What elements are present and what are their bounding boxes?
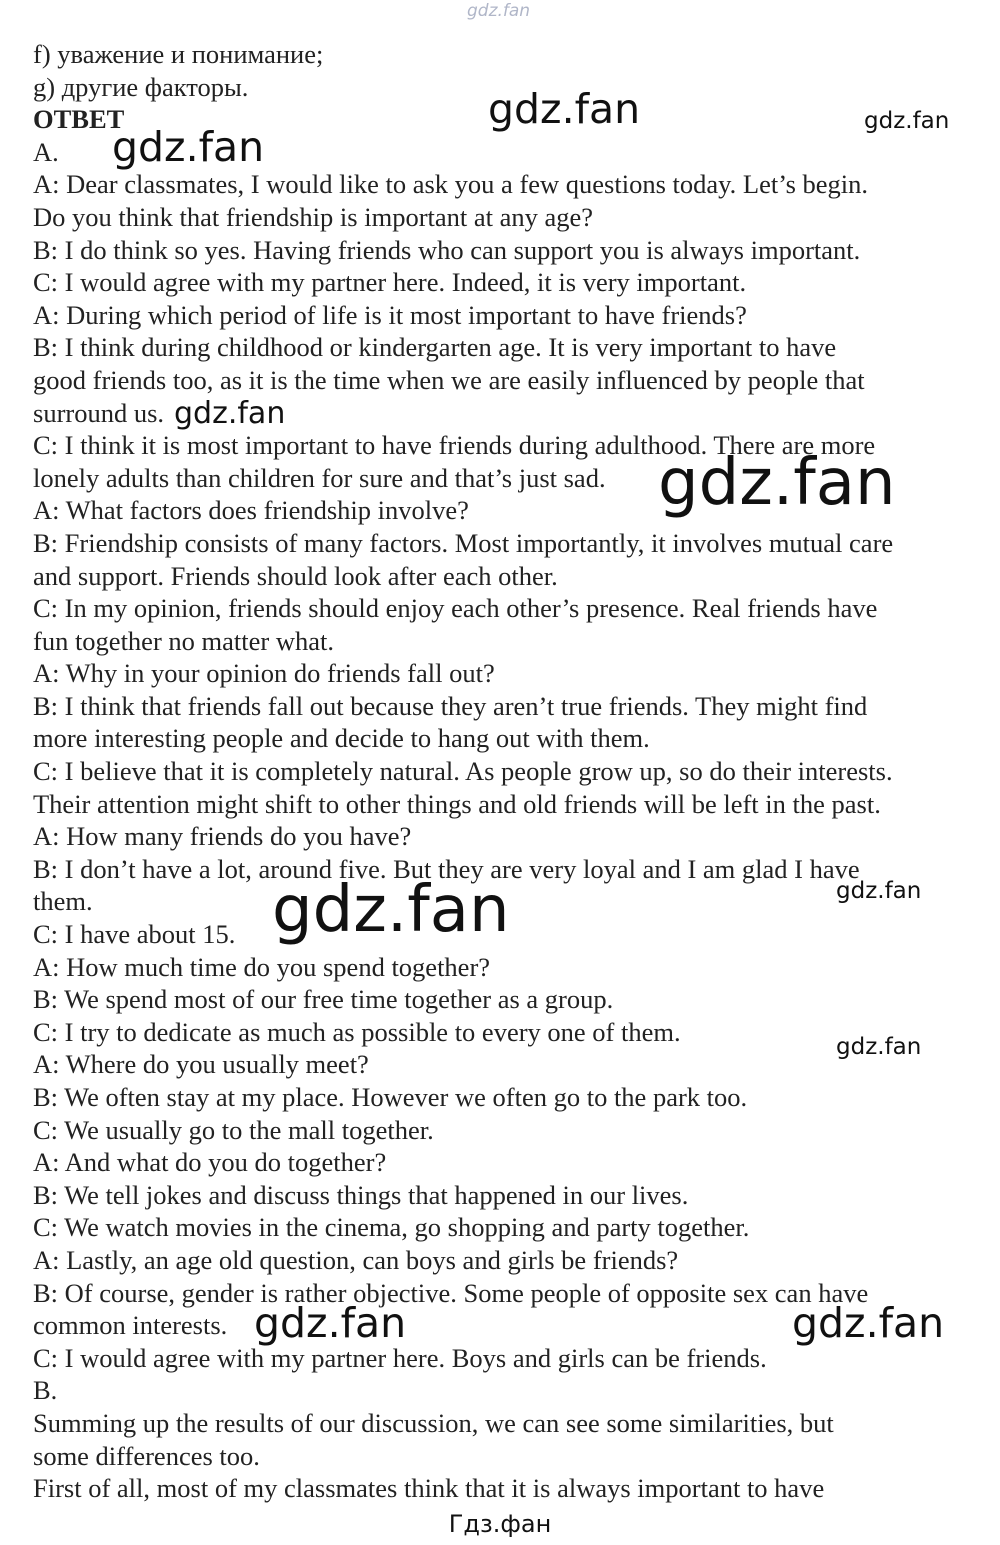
text-line: some differences too.	[33, 1440, 260, 1471]
text-line: A: What factors does friendship involve?	[33, 495, 469, 526]
document-body	[33, 38, 988, 1505]
section-label: B.	[33, 1375, 58, 1406]
text-line: A: During which period of life is it most important to have friends?	[33, 299, 747, 330]
answer-heading: ОТВЕТ	[33, 104, 125, 135]
text-line: B: We spend most of our free time together as a group.	[33, 984, 614, 1015]
text-line: C: We usually go to the mall together.	[33, 1114, 434, 1145]
watermark: gdz.fan	[174, 396, 286, 431]
text-line: C: I have about 15.	[33, 919, 236, 950]
watermark: gdz.fan	[836, 878, 922, 904]
text-line: Their attention might shift to other things and old friends will be left in the past.	[33, 788, 881, 819]
text-line: A: How many friends do you have?	[33, 821, 412, 852]
text-line: Summing up the results of our discussion, we can see some similarities, but	[33, 1407, 834, 1438]
header-watermark: gdz.fan	[467, 1, 531, 21]
watermark: gdz.fan	[792, 1299, 945, 1347]
text-line: them.	[33, 886, 93, 917]
text-line: C: I think it is most important to have friends during adulthood. There are more	[33, 430, 876, 461]
text-line: A: How much time do you spend together?	[33, 951, 491, 982]
watermark: gdz.fan	[272, 873, 510, 947]
text-line: B: I don’t have a lot, around five. But they are very loyal and I am glad I have	[33, 853, 860, 884]
text-line: A: And what do you do together?	[33, 1147, 387, 1178]
text-line: fun together no matter what.	[33, 625, 334, 656]
text-line: A: Where do you usually meet?	[33, 1049, 369, 1080]
text-line: lonely adults than children for sure and that’s just sad.	[33, 462, 606, 493]
watermark: gdz.fan	[658, 446, 896, 520]
watermark: gdz.fan	[864, 108, 950, 134]
text-line: common interests.	[33, 1310, 228, 1341]
text-line: C: I believe that it is completely natural. As people grow up, so do their interests.	[33, 756, 893, 787]
footer-watermark: Гдз.фан	[448, 1510, 552, 1538]
text-line: C: In my opinion, friends should enjoy each other’s presence. Real friends have	[33, 593, 878, 624]
watermark: gdz.fan	[836, 1034, 922, 1060]
text-line: more interesting people and decide to hang out with them.	[33, 723, 650, 754]
section-label: A.	[33, 136, 59, 167]
text-line: A: Dear classmates, I would like to ask you a few questions today. Let’s begin.	[33, 169, 869, 200]
text-line: B: Of course, gender is rather objective. Some people of opposite sex can have	[33, 1277, 869, 1308]
text-line: and support. Friends should look after each other.	[33, 560, 558, 591]
text-line: B: Friendship consists of many factors. Most importantly, it involves mutual care	[33, 527, 894, 558]
text-line: C: We watch movies in the cinema, go shopping and party together.	[33, 1212, 750, 1243]
text-line: B: I do think so yes. Having friends who can support you is always important.	[33, 234, 861, 265]
text-line: Do you think that friendship is important at any age?	[33, 201, 594, 232]
watermark: gdz.fan	[488, 85, 641, 133]
watermark: gdz.fan	[254, 1299, 407, 1347]
text-line: B: I think during childhood or kindergarten age. It is very important to have	[33, 332, 837, 363]
text-line: First of all, most of my classmates think that it is always important to have	[33, 1473, 825, 1504]
text-line: B: We often stay at my place. However we often go to the park too.	[33, 1082, 748, 1112]
text-line: B: We tell jokes and discuss things that happened in our lives.	[33, 1179, 689, 1210]
text-line: f) уважение и понимание;	[33, 39, 324, 69]
text-line: good friends too, as it is the time when we are easily influenced by people that	[33, 364, 865, 395]
text-line: C: I would agree with my partner here. Boys and girls can be friends.	[33, 1342, 767, 1373]
watermark: gdz.fan	[112, 123, 265, 171]
text-line: g) другие факторы.	[33, 71, 249, 102]
text-line: C: I would agree with my partner here. Indeed, it is very important.	[33, 267, 747, 298]
text-line: A: Lastly, an age old question, can boys and girls be friends?	[33, 1244, 679, 1275]
text-line: C: I try to dedicate as much as possible to every one of them.	[33, 1016, 681, 1047]
text-line: B: I think that friends fall out because they aren’t true friends. They might find	[33, 690, 868, 721]
text-line: surround us.	[33, 397, 165, 428]
text-line: A: Why in your opinion do friends fall out?	[33, 658, 495, 689]
